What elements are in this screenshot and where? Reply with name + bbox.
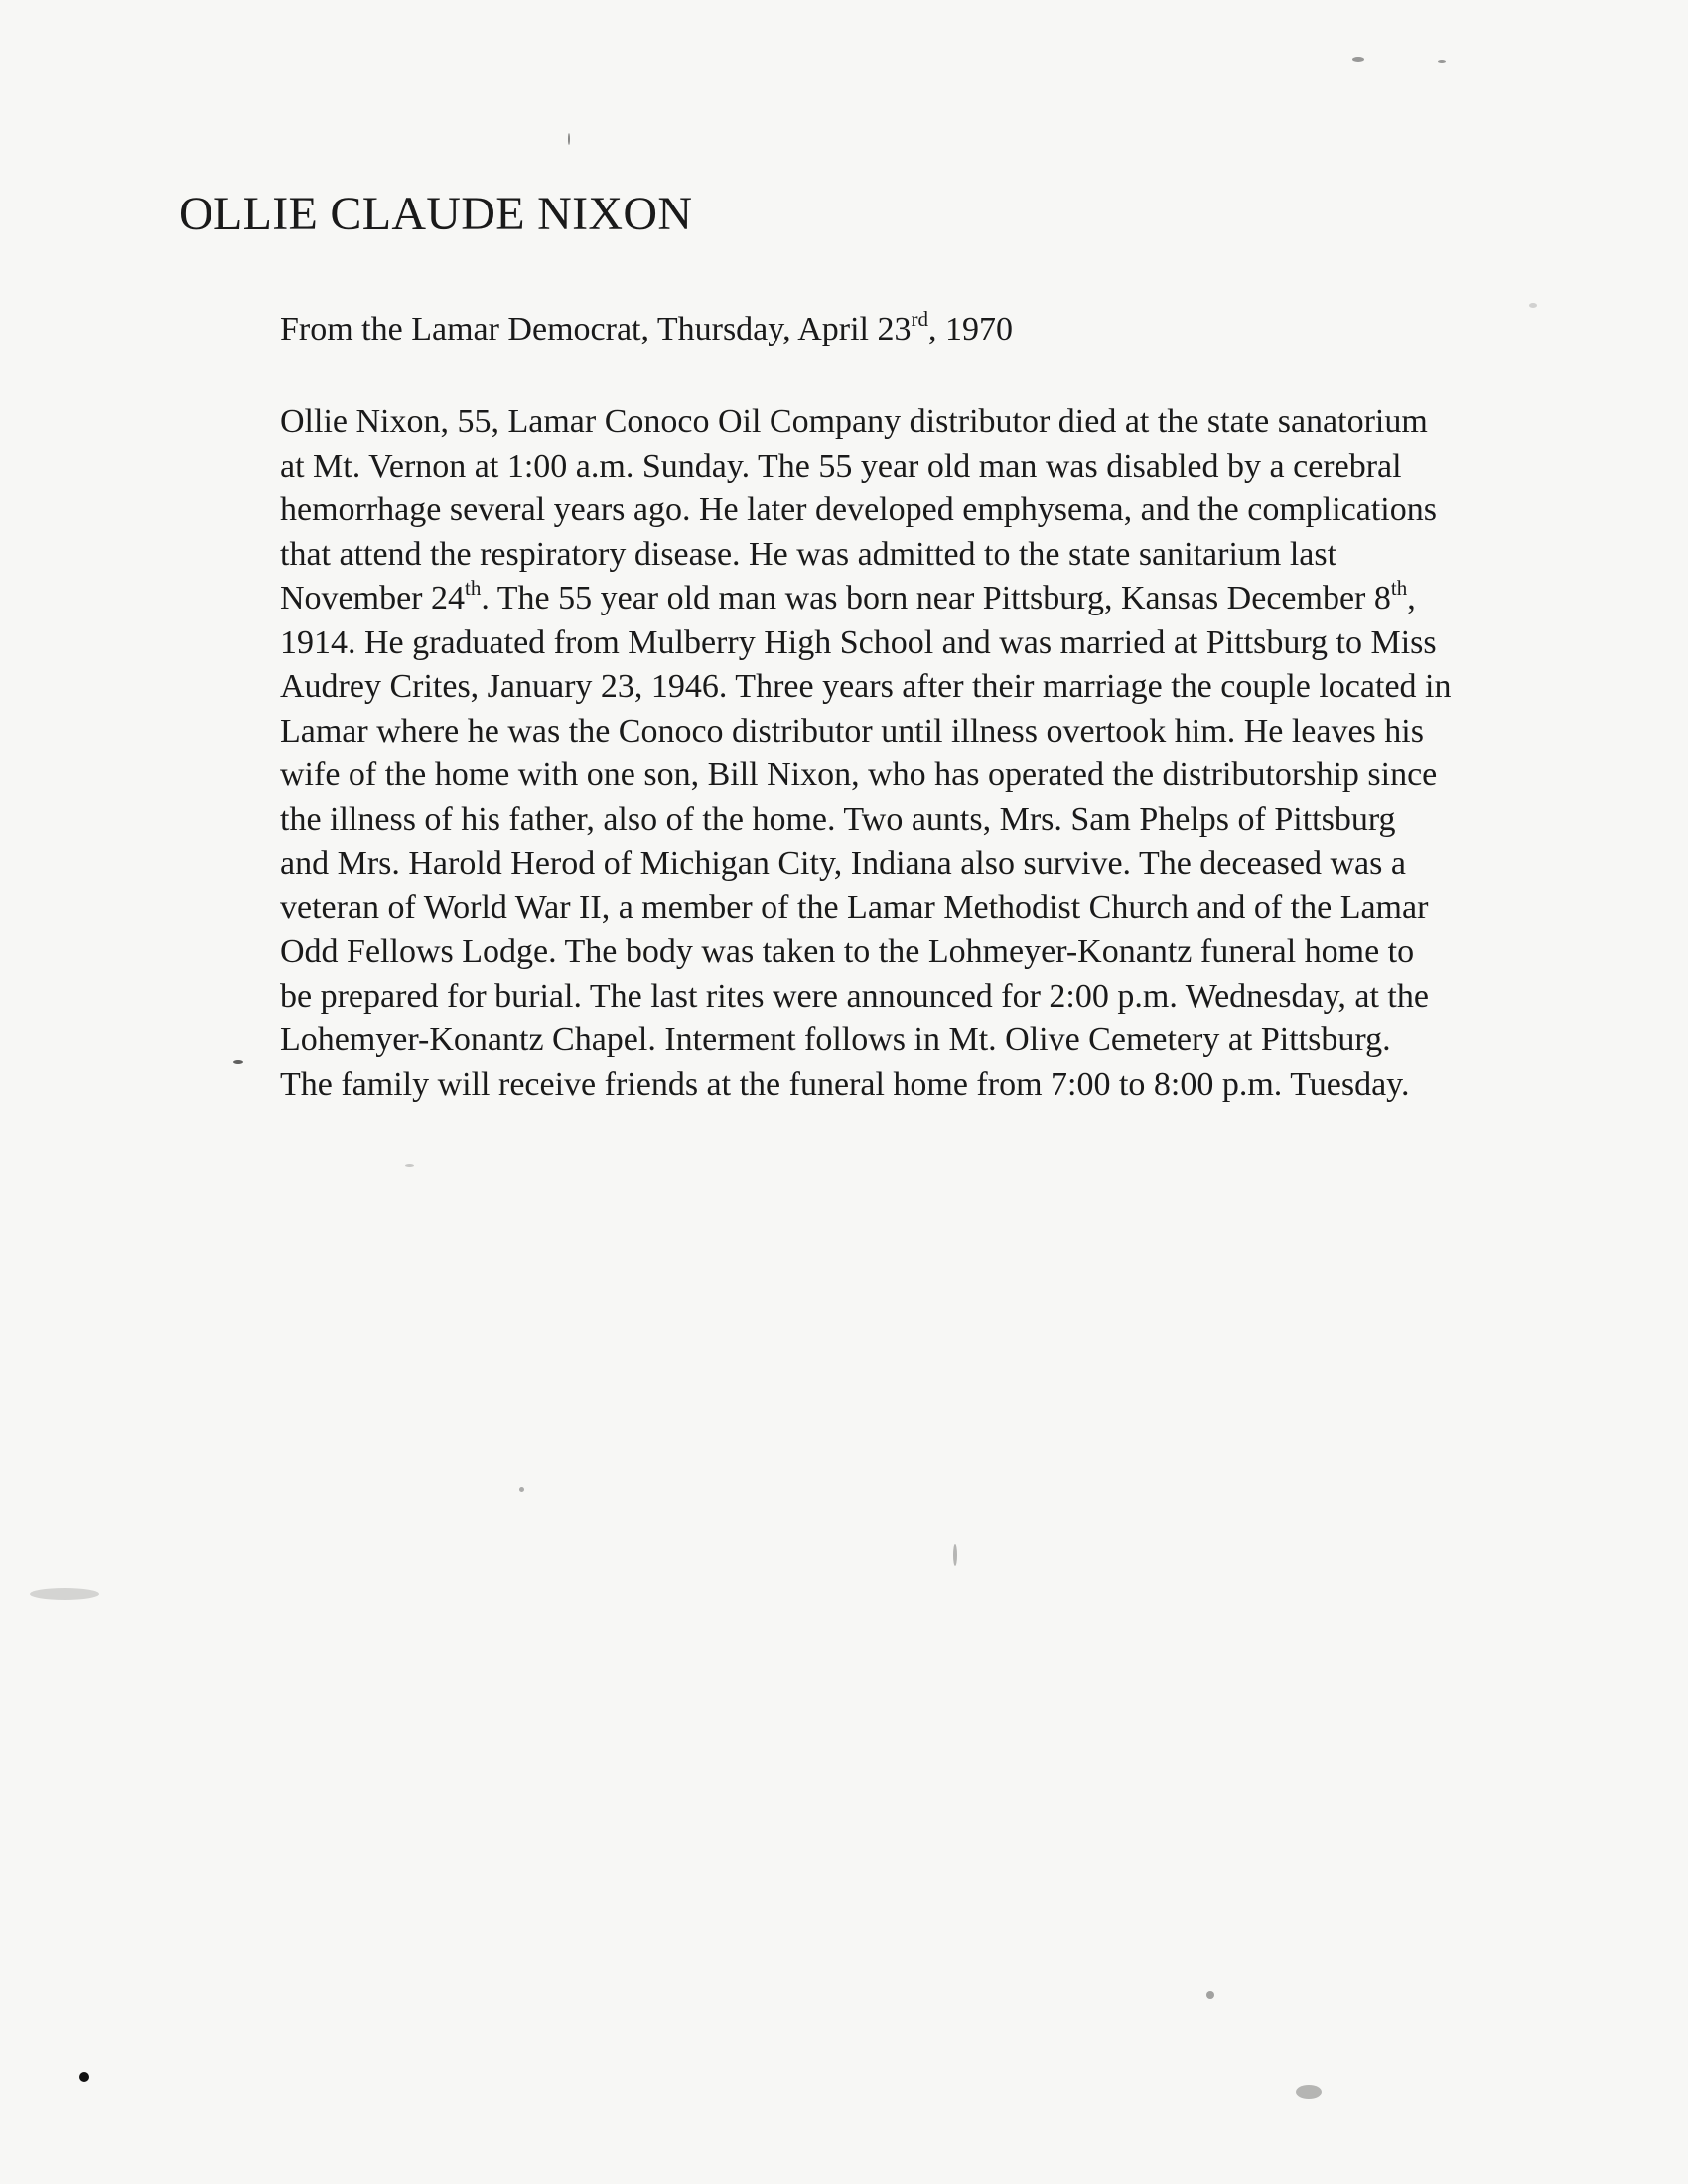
source-suffix: , 1970 bbox=[927, 311, 1013, 347]
scan-speck bbox=[405, 1164, 414, 1167]
body-line: The family will receive friends at the funeral home from 7:00 to 8:00 p.m. Tuesday. bbox=[280, 1065, 1410, 1103]
body-line: 1914. He graduated from Mulberry High School and was married at Pittsburg to Miss bbox=[280, 623, 1437, 661]
body-line bbox=[280, 577, 1650, 621]
body-line: hemorrhage several years ago. He later developed emphysema, and the complications bbox=[280, 491, 1437, 528]
body-line-part: November 24 bbox=[280, 580, 466, 616]
scan-speck bbox=[30, 1588, 99, 1600]
source-prefix: From the Lamar Democrat, Thursday, April 23 bbox=[280, 311, 912, 347]
scan-speck bbox=[233, 1060, 243, 1064]
body-line: be prepared for burial. The last rites were announced for 2:00 p.m. Wednesday, at the bbox=[280, 977, 1429, 1015]
body-line: veteran of World War II, a member of the Lamar Methodist Church and of the Lamar bbox=[280, 888, 1429, 926]
scan-speck bbox=[1352, 57, 1364, 62]
body-line: at Mt. Vernon at 1:00 a.m. Sunday. The 55 year old man was disabled by a cerebral bbox=[280, 447, 1402, 484]
body-line: that attend the respiratory disease. He was admitted to the state sanitarium last bbox=[280, 535, 1337, 573]
body-line: Audrey Crites, January 23, 1946. Three years after their marriage the couple located in bbox=[280, 668, 1452, 705]
body-line: the illness of his father, also of the home. Two aunts, Mrs. Sam Phelps of Pittsburg bbox=[280, 800, 1396, 838]
scan-speck bbox=[1296, 2085, 1322, 2099]
obituary-body bbox=[280, 400, 1650, 1107]
scan-speck bbox=[568, 133, 570, 145]
body-line-superscript: th bbox=[465, 576, 482, 600]
scan-speck bbox=[1438, 60, 1446, 63]
source-line bbox=[280, 307, 1013, 350]
scan-speck bbox=[519, 1487, 524, 1492]
scan-speck bbox=[953, 1544, 957, 1566]
body-line: wife of the home with one son, Bill Nixon, who has operated the distributorship since bbox=[280, 756, 1438, 793]
page-title: OLLIE CLAUDE NIXON bbox=[179, 188, 693, 240]
body-line-part: , bbox=[1407, 580, 1416, 616]
body-line: Ollie Nixon, 55, Lamar Conoco Oil Company distributor died at the state sanatorium bbox=[280, 403, 1428, 440]
body-line: Lamar where he was the Conoco distributor until illness overtook him. He leaves his bbox=[280, 712, 1424, 750]
scan-speck bbox=[1206, 1991, 1214, 1999]
body-line: Odd Fellows Lodge. The body was taken to the Lohmeyer-Konantz funeral home to bbox=[280, 933, 1415, 970]
body-line-part: . The 55 year old man was born near Pittsburg, Kansas December 8 bbox=[481, 580, 1391, 616]
scan-speck bbox=[79, 2072, 89, 2082]
body-line: and Mrs. Harold Herod of Michigan City, Indiana also survive. The deceased was a bbox=[280, 845, 1406, 882]
source-superscript: rd bbox=[911, 307, 928, 331]
scan-speck bbox=[1529, 303, 1537, 308]
body-line: Lohemyer-Konantz Chapel. Interment follows in Mt. Olive Cemetery at Pittsburg. bbox=[280, 1022, 1391, 1058]
body-line-superscript: th bbox=[1390, 576, 1408, 600]
